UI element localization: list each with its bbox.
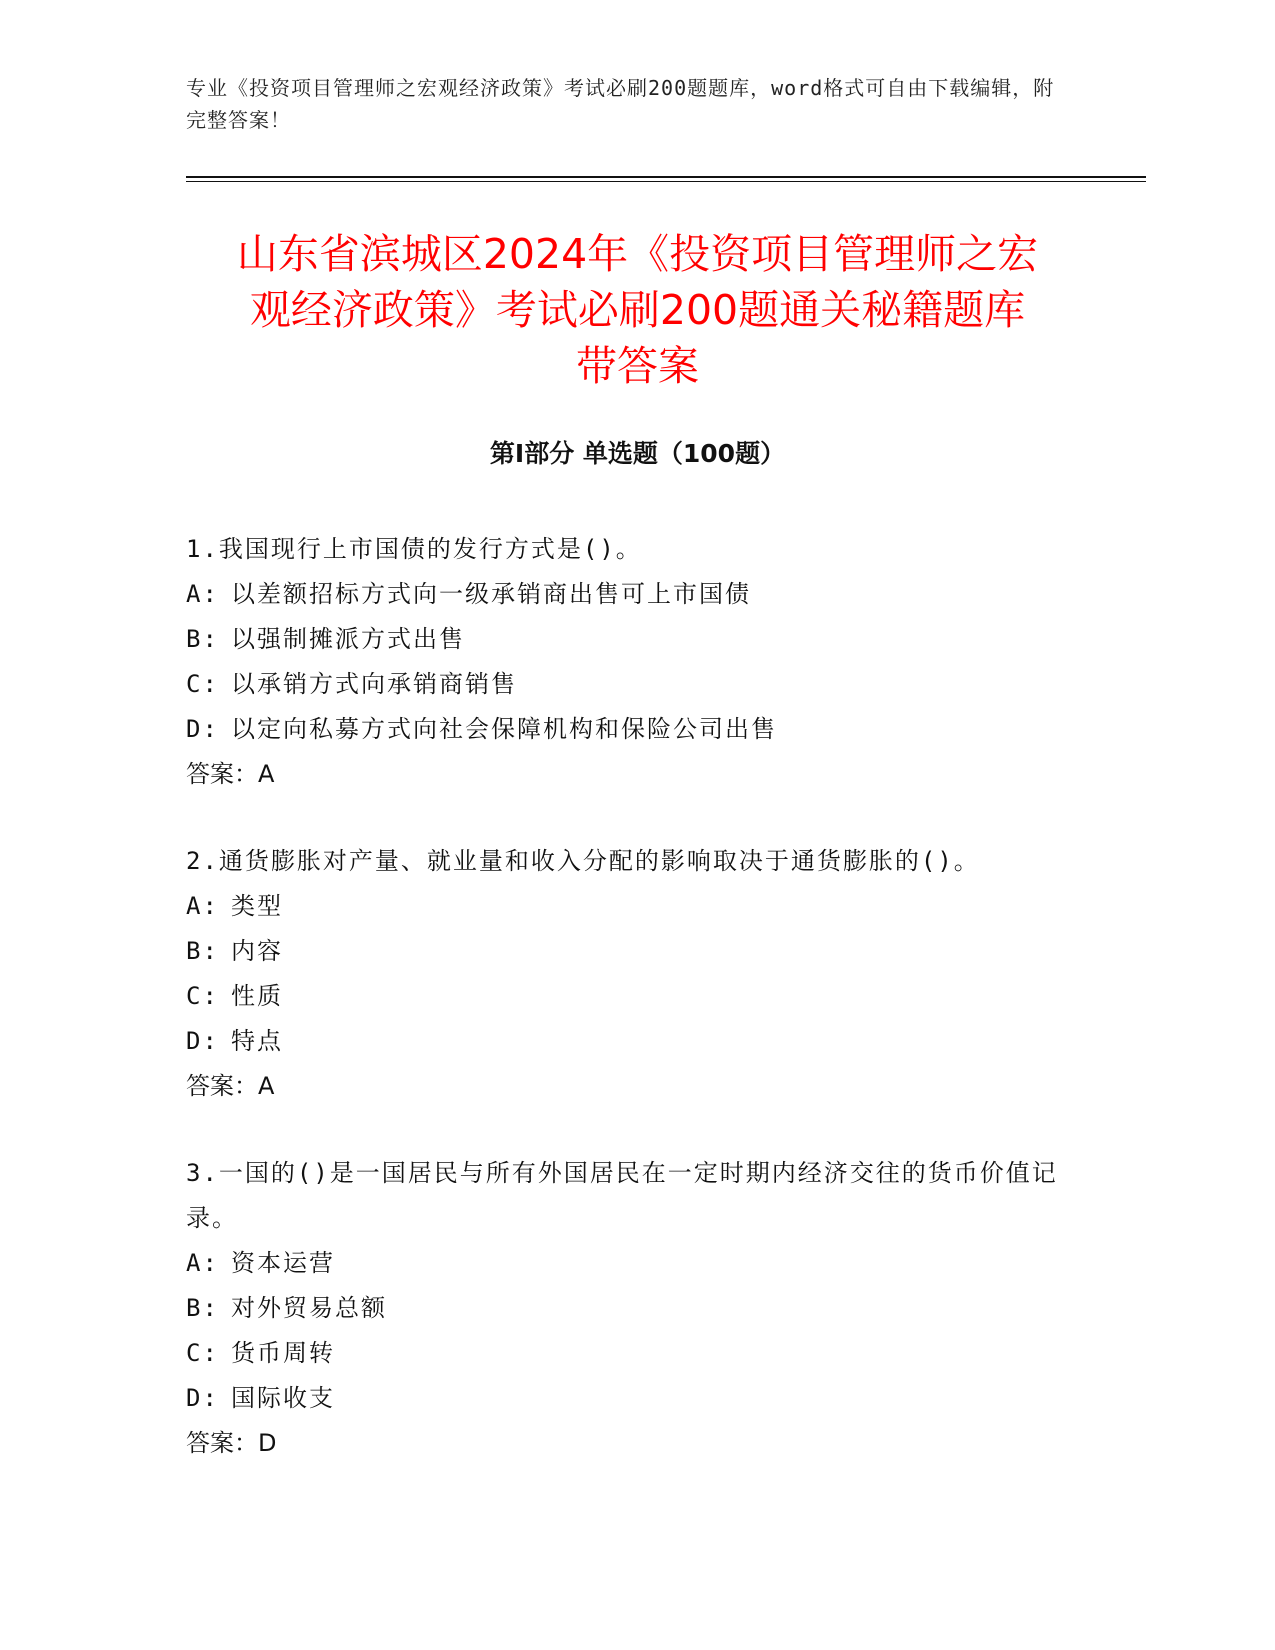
option-key: C: (186, 1339, 219, 1367)
answer-line: 答案：A (186, 760, 275, 788)
option-b (186, 929, 1066, 974)
option-key: B: (186, 625, 219, 653)
question-stem: 1.我国现行上市国债的发行方式是()。 (186, 535, 642, 563)
option-text: 性质 (231, 982, 283, 1010)
answer-line: 答案：D (186, 1429, 277, 1457)
option-key: A: (186, 580, 219, 608)
header-divider-thick (186, 176, 1146, 178)
option-a (186, 884, 1066, 929)
option-c (186, 662, 1066, 707)
option-text: 对外贸易总额 (231, 1294, 387, 1322)
question-item (186, 839, 1066, 1109)
option-text: 特点 (231, 1027, 283, 1055)
option-c (186, 1331, 1066, 1376)
title-line: 观经济政策》考试必刷200题通关秘籍题库 (249, 286, 1026, 334)
option-key: D: (186, 715, 219, 743)
option-text: 以定向私募方式向社会保障机构和保险公司出售 (231, 715, 777, 743)
header-divider-thin (186, 181, 1146, 182)
option-key: A: (186, 892, 219, 920)
option-text: 以强制摊派方式出售 (231, 625, 465, 653)
document-title (150, 226, 1125, 394)
option-text: 国际收支 (231, 1384, 335, 1412)
option-key: C: (186, 670, 219, 698)
option-text: 以差额招标方式向一级承销商出售可上市国债 (231, 580, 751, 608)
option-a (186, 1241, 1066, 1286)
question-item (186, 527, 1066, 797)
option-key: A: (186, 1249, 219, 1277)
option-d (186, 1019, 1066, 1064)
option-text: 资本运营 (231, 1249, 335, 1277)
option-key: B: (186, 1294, 219, 1322)
option-text: 以承销方式向承销商销售 (231, 670, 517, 698)
question-list (186, 527, 1066, 1508)
header-note: 专业《投资项目管理师之宏观经济政策》考试必刷200题题库，word格式可自由下载编辑，附完整答案！ (186, 76, 1055, 132)
option-text: 货币周转 (231, 1339, 335, 1367)
option-d (186, 707, 1066, 752)
option-key: D: (186, 1027, 219, 1055)
option-b (186, 617, 1066, 662)
option-c (186, 974, 1066, 1019)
option-key: B: (186, 937, 219, 965)
title-line: 带答案 (576, 342, 699, 390)
option-key: C: (186, 982, 219, 1010)
question-stem: 2.通货膨胀对产量、就业量和收入分配的影响取决于通货膨胀的()。 (186, 847, 980, 875)
question-item (186, 1151, 1066, 1466)
option-text: 类型 (231, 892, 283, 920)
option-text: 内容 (231, 937, 283, 965)
answer-line: 答案：A (186, 1072, 275, 1100)
title-line: 山东省滨城区2024年《投资项目管理师之宏 (236, 230, 1039, 278)
option-key: D: (186, 1384, 219, 1412)
option-b (186, 1286, 1066, 1331)
option-d (186, 1376, 1066, 1421)
option-a (186, 572, 1066, 617)
question-stem: 3.一国的()是一国居民与所有外国居民在一定时期内经济交往的货币价值记录。 (186, 1159, 1058, 1232)
section-heading: 第I部分 单选题（100题） (489, 439, 786, 468)
